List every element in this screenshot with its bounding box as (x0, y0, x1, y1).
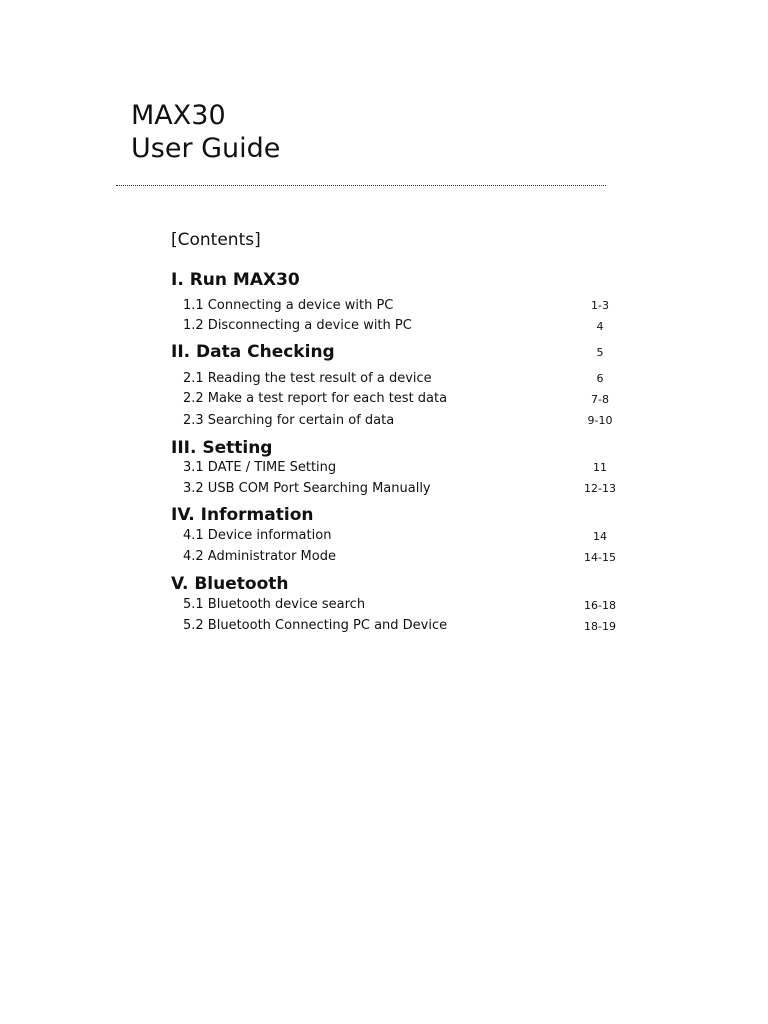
document-title-guide: User Guide (131, 133, 281, 164)
toc-page-number: 1-3 (591, 299, 609, 312)
toc-entry: 4.2 Administrator Mode (183, 549, 336, 564)
toc-entry: 3.2 USB COM Port Searching Manually (183, 481, 431, 496)
document-title-product: MAX30 (131, 100, 226, 131)
toc-page-number: 14 (593, 530, 607, 543)
toc-entry: 2.3 Searching for certain of data (183, 413, 395, 428)
toc-section-heading: IV. Information (171, 505, 314, 525)
toc-page-number: 7-8 (591, 393, 609, 406)
toc-page-number: 9-10 (587, 414, 613, 427)
toc-section-heading: I. Run MAX30 (171, 270, 300, 290)
toc-entry: 1.2 Disconnecting a device with PC (183, 318, 412, 333)
toc-section-heading: V. Bluetooth (171, 574, 289, 594)
toc-entry: 2.1 Reading the test result of a device (183, 371, 432, 386)
toc-section-heading: II. Data Checking (171, 342, 335, 362)
toc-entry: 5.2 Bluetooth Connecting PC and Device (183, 618, 448, 633)
toc-page-number: 5 (596, 346, 604, 359)
toc-page-number: 11 (593, 461, 607, 474)
toc-entry: 1.1 Connecting a device with PC (183, 298, 394, 313)
toc-section-heading: III. Setting (171, 438, 273, 458)
title-divider (116, 185, 606, 186)
toc-page-number: 12-13 (584, 482, 616, 495)
toc-page-number: 6 (596, 372, 604, 385)
toc-page-number: 14-15 (584, 551, 616, 564)
toc-entry: 2.2 Make a test report for each test data (183, 391, 448, 406)
toc-entry: 5.1 Bluetooth device search (183, 597, 366, 612)
toc-page-number: 4 (596, 320, 604, 333)
contents-label: [Contents] (171, 230, 261, 250)
toc-entry: 3.1 DATE / TIME Setting (183, 460, 337, 475)
toc-page-number: 18-19 (584, 620, 616, 633)
toc-entry: 4.1 Device information (183, 528, 332, 543)
toc-page-number: 16-18 (584, 599, 616, 612)
